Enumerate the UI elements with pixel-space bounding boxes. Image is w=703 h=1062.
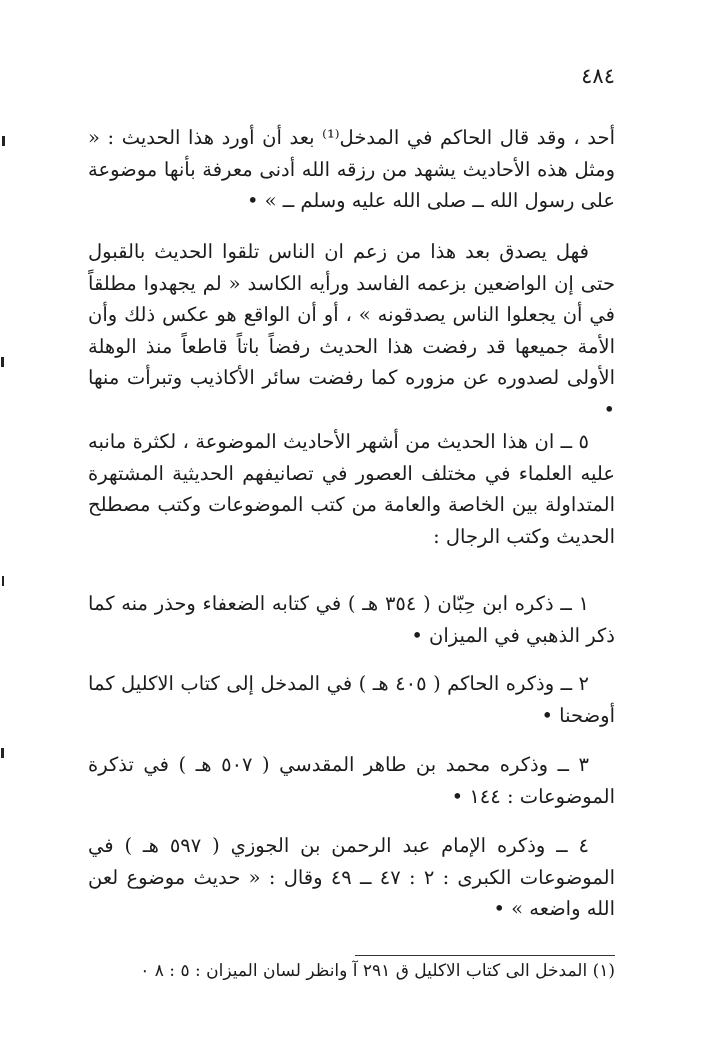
scan-edge-mark xyxy=(2,136,5,146)
paragraph-point-five: ٥ ــ ان هذا الحديث من أشهر الأحاديث الموضوعة ، لكثرة مانبه عليه العلماء في مختلف العصور في تصانيفهم الحديثية المشتهرة المتداولة بين الخاصة والعامة من كتب الموضوعات وكتب مصطلح الحديث وكتب الرجال : xyxy=(88,430,615,548)
paragraph-hakim-quote: أحد ، وقد قال الحاكم في المدخل⁽¹⁾ بعد أن أورد هذا الحديث : « ومثل هذه الأحاديث يشهد من رزقه الله أدنى معرفة بأنها موضوعة على رسول الله ــ صلى الله عليه وسلم ــ » • xyxy=(88,126,615,212)
scan-edge-mark xyxy=(1,357,4,367)
footnote-divider xyxy=(355,955,615,956)
list-item-maqdisi: ٣ ــ وذكره محمد بن طاهر المقدسي ( ٥٠٧ هـ ) في تذكرة الموضوعات : ١٤٤ • xyxy=(88,753,615,808)
scan-edge-mark xyxy=(2,576,4,586)
list-item-ibn-hibban: ١ ــ ذكره ابن حِبّان ( ٣٥٤ هـ ) في كتابه الضعفاء وحذر منه كما ذكر الذهبي في الميزان • xyxy=(88,592,615,647)
list-item-hakim: ٢ ــ وذكره الحاكم ( ٤٠٥ هـ ) في المدخل إلى كتاب الاكليل كما أوضحنا • xyxy=(88,672,615,727)
footnote: (١) المدخل الى كتاب الاكليل ق ٢٩١ آ وانظر لسان الميزان : ٥ : ٨ ٠ xyxy=(140,961,615,981)
page-number: ٤٨٤ xyxy=(581,64,615,88)
scan-edge-mark xyxy=(1,748,4,758)
list-item-ibn-jawzi: ٤ ــ وذكره الإمام عبد الرحمن بن الجوزي ( ٥٩٧ هـ ) في الموضوعات الكبرى : ٢ : ٤٧ ــ ٤٩ وقال : « حديث موضوع لعن الله واضعه » • xyxy=(88,834,616,920)
paragraph-rejection-argument: فهل يصدق بعد هذا من زعم ان الناس تلقوا الحديث بالقبول حتى إن الواضعين بزعمه الفاسد ورأيه الكاسد « لم يجهدوا مطلقاً في أن يجعلوا الناس يصدقونه » ، أو أن الواقع هو عكس ذلك وأن الأمة جميعها قد رفضت هذا الحديث رفضاً باتاً قاطعاً منذ الوهلة الأولى لصدوره عن مزوره كما رفضت سائر الأكاذيب وتبرأت منها • xyxy=(88,240,615,421)
